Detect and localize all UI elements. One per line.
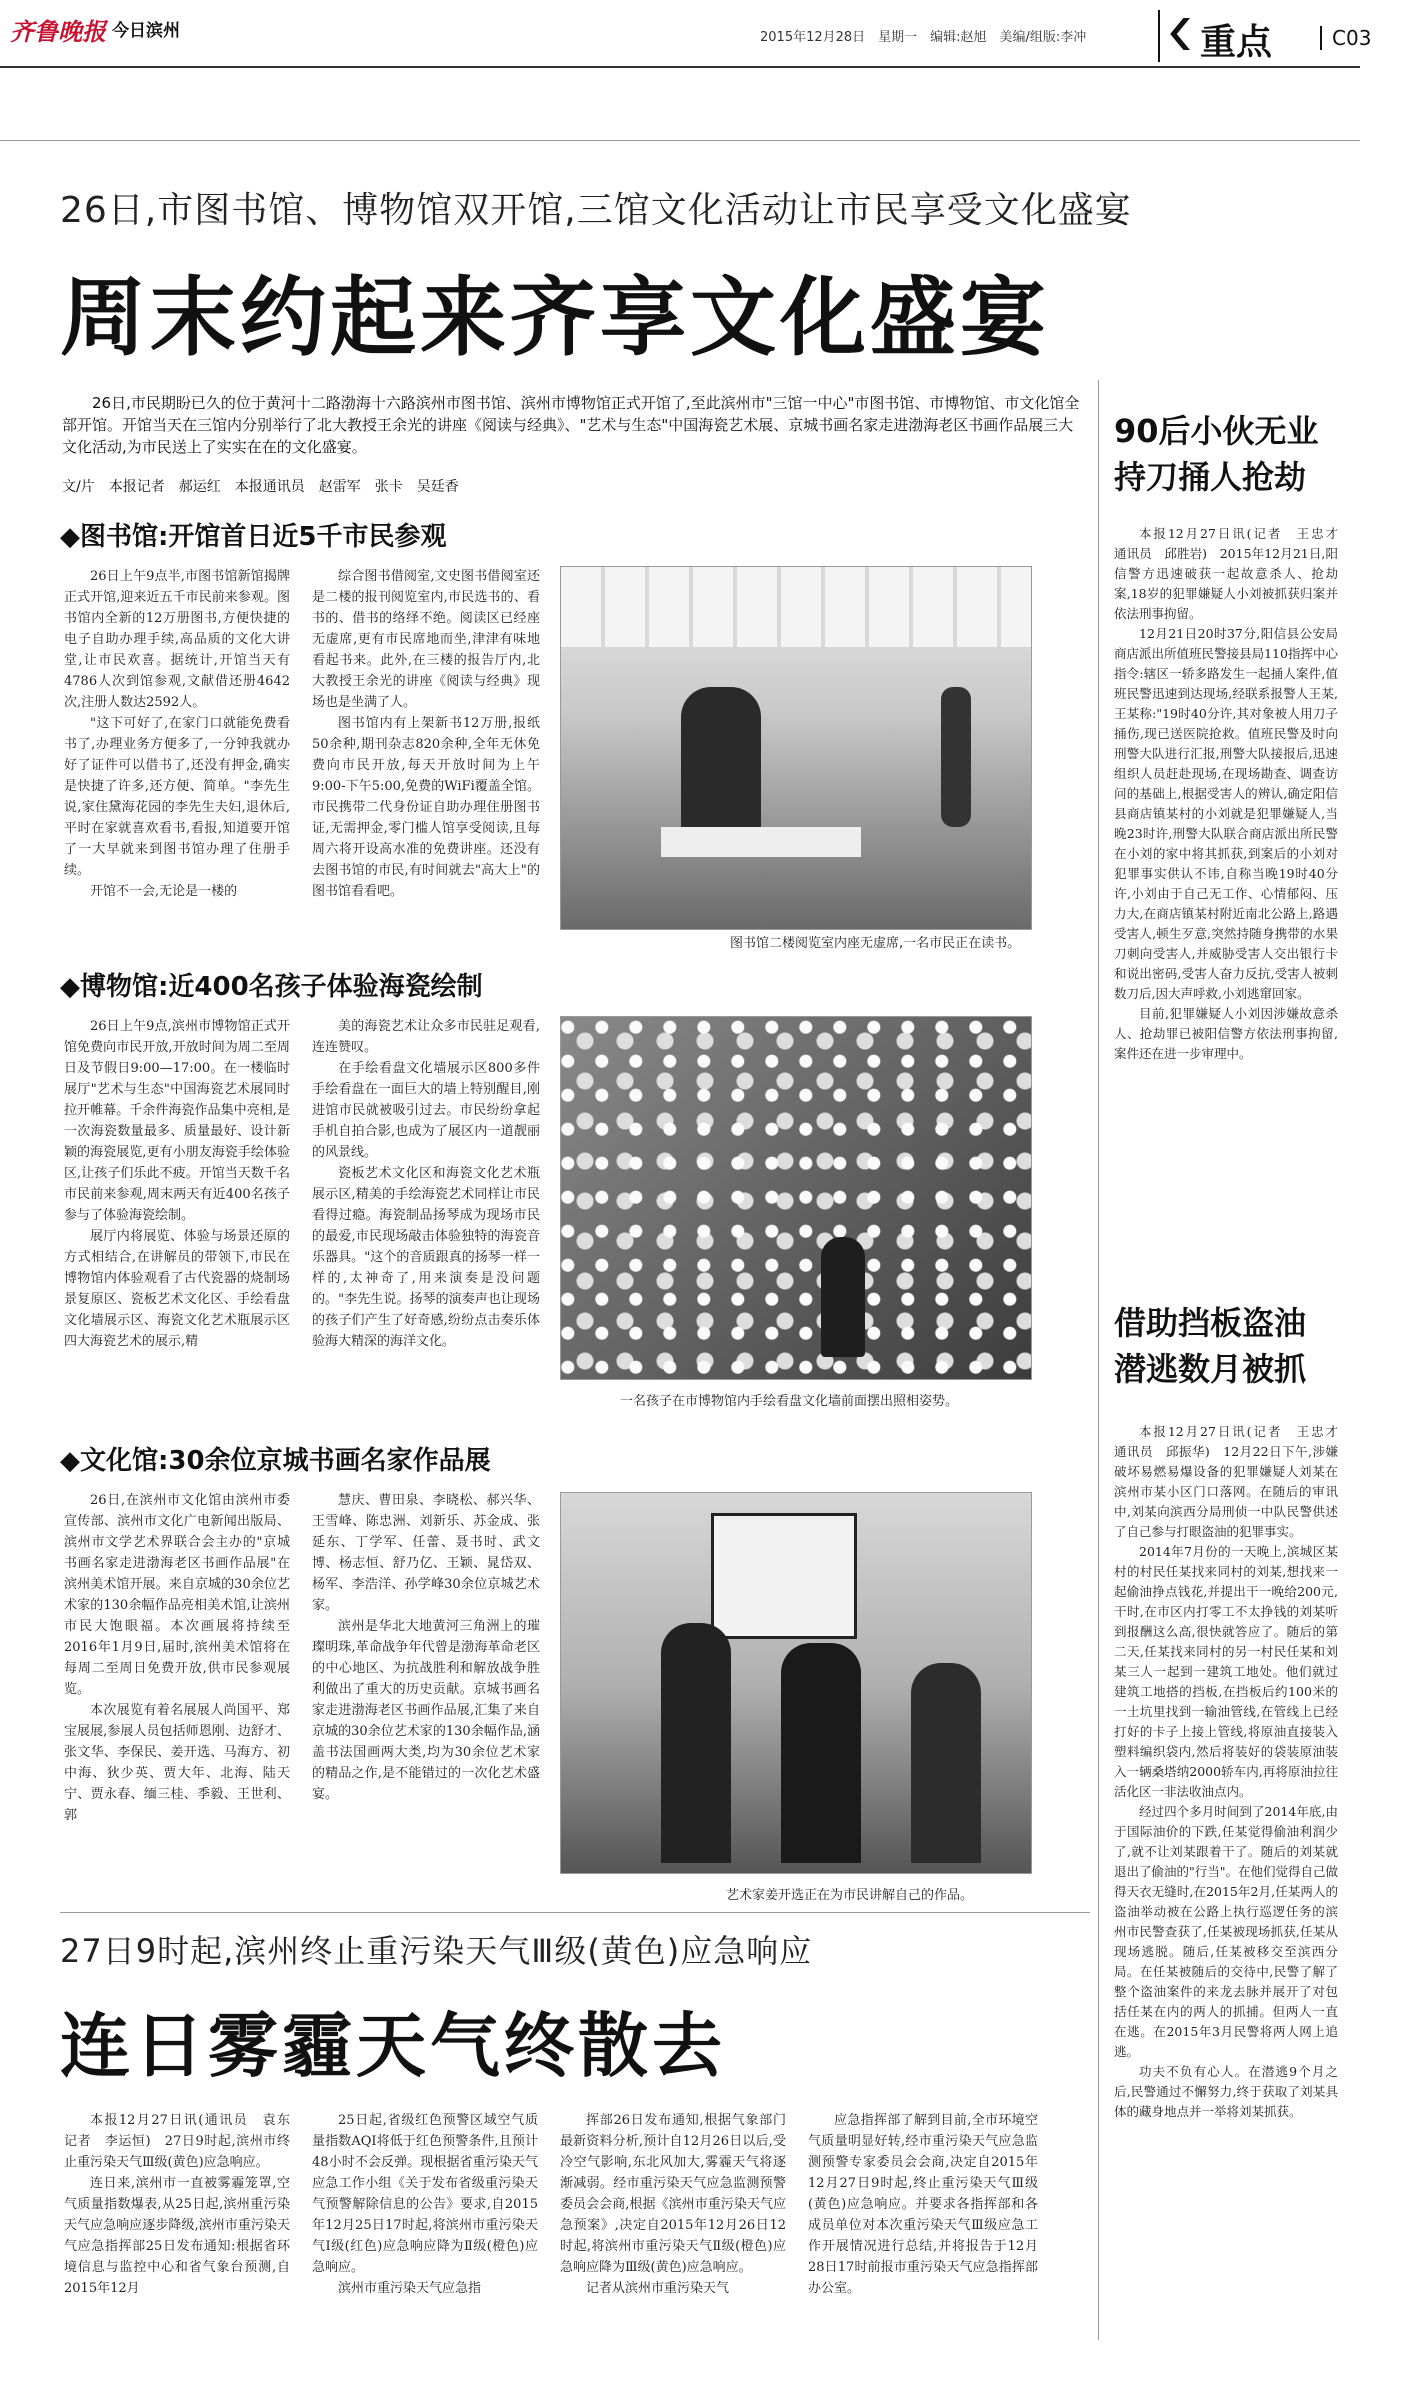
culture-col2: 慧庆、曹田泉、李晓松、郝兴华、王雪峰、陈忠洲、刘新乐、苏金成、张延东、丁学军、任蕾、聂书时、武文博、杨志恒、舒乃亿、王颖、晁岱双、杨军、李浩洋、孙学峰30余位京城艺术家。 滨州是华北大地黄河三角洲上的璀璨明珠,革命战争年代曾是渤海革命老区的中心地区、为抗战胜利和解放战争胜利做出了重大的历史贡献。京城书画名家走进渤海老区书画作品展,汇集了来自京城的30余位艺术家的130余幅作品,涵盖书法国画两大类,均为30余位艺术家的精品之作,是不能错过的一次化艺术盛宴。 [312, 1493, 540, 1802]
library-col2: 综合图书借阅室,文史图书借阅室还是二楼的报刊阅览室内,市民选书的、看书的、借书的络绎不绝。阅读区已经座无虚席,更有市民席地而坐,津津有味地看起书来。此外,在三楼的报告厅内,北大教授王余光的讲座《阅读与经典》现场也是坐满了人。 图书馆内有上架新书12万册,报纸50余种,期刊杂志820余种,全年无休免费向市民开放,每天开放时间为上午9:00-下午5:00,免费的WiFi覆盖全馆。市民携带二代身份证自助办理住册图书证,无需押金,零门槛人馆享受阅读,且每周六将开设高水准的免费讲座。还没有去图书馆的市民,有时间就去"高大上"的图书馆看看吧。 [312, 569, 540, 899]
museum-col2: 美的海瓷艺术让众多市民驻足观看,连连赞叹。 在手绘看盘文化墙展示区800多件手绘看盘在一面巨大的墙上特别醒目,刚进馆市民就被吸引过去。市民纷纷拿起手机自拍合影,也成为了展区内一道靓丽的风景线。 瓷板艺术文化区和海瓷文化艺术瓶展示区,精美的手绘海瓷艺术同样让市民看得过瘾。海瓷制品扬琴成为现场市民的最爱,市民现场敲击体验独特的海瓷音乐器具。"这个的音质跟真的扬琴一样一样的,太神奇了,用来演奏是没问题的。"李先生说。扬琴的演奏声也让现场的孩子们产生了好奇感,纷纷点击奏乐体验海大精深的海洋文化。 [312, 1019, 540, 1349]
culture-col1: 26日,在滨州市文化馆由滨州市委宣传部、滨州市文化广电新闻出版局、滨州市文学艺术界联合会主办的"京城书画名家走进渤海老区书画作品展"在滨州美术馆开展。来自京城的30余位艺术家的130余幅作品亮相美术馆,让滨州市民大饱眼福。本次画展将持续至2016年1月9日,届时,滨州美术馆将在每周二至周日免费开放,供市民参观展览。 本次展览有着名展展人尚国平、郑宝展展,参展人员包括师恩刚、边舒才、张文华、李保民、姜开选、马海方、初中海、狄少英、贾大年、北海、陆天宁、贾永春、缅三桂、季毅、王世利、郭 [64, 1493, 290, 1823]
museum-caption: 一名孩子在市博物馆内手绘看盘文化墙前面摆出照相姿势。 [620, 1394, 959, 1409]
library-col1: 26日上午9点半,市图书馆新馆揭牌正式开馆,迎来近五千市民前来参观。图书馆内全新的12万册图书,方便快捷的电子自助办理手续,高品质的文化大讲堂,让市民欢喜。据统计,开馆当天有4786人次到馆参观,文献借还册4642次,注册人数达2592人。 "这下可好了,在家门口就能免费看书了,办理业务方便多了,一分钟我就办好了证件可以借书了,还没有押金,确实是快捷了许多,还方便、简单。"李先生说,家住黛海花园的李先生夫妇,退休后,平时在家就喜欢看书,看报,知道要开馆了一大早就来到图书馆办理了住册手续。 开馆不一会,无论是一楼的 [64, 569, 290, 899]
main-headline: 周末约起来齐享文化盛宴 [60, 268, 1050, 368]
section-heading-library: ◆图书馆:开馆首日近5千市民参观 [60, 522, 447, 552]
culture-photo [560, 1492, 1032, 1874]
masthead-rule [0, 66, 1360, 68]
bottom-headline: 连日雾霾天气终散去 [60, 2005, 726, 2087]
main-byline: 文/片 本报记者 郝运红 本报通讯员 赵雷军 张卡 吴廷香 [62, 479, 459, 495]
museum-photo [560, 1016, 1032, 1380]
side-headline-2: 借助挡板盗油潜逃数月被抓 [1114, 1304, 1307, 1388]
bottom-col3: 挥部26日发布通知,根据气象部门最新资料分析,预计自12月26日以后,受冷空气影响,东北风加大,雾霾天气将逐渐减弱。经市重污染天气应急监测预警委员会会商,根据《滨州市重污染天气应急预案》,决定自2015年12月26日12时起,将滨州市重污染天气Ⅱ级(橙色)应急响应降为Ⅲ级(黄色)应急响应。 记者从滨州市重污染天气 [560, 2113, 786, 2296]
page-label-block [1158, 10, 1305, 62]
section-heading-museum: ◆博物馆:近400名孩子体验海瓷绘制 [60, 972, 483, 1002]
bottom-col1: 本报12月27日讯(通讯员 袁东 记者 李运恒) 27日9时起,滨州市终止重污染天气Ⅲ级(黄色)应急响应。 连日来,滨州市一直被雾霾笼罩,空气质量指数爆表,从25日起,滨州重污染天气应急响应逐步降级,滨州市重污染天气应急指挥部25日发布通知:根据省环境信息与监控中心和省气象台预测,自2015年12月 [64, 2113, 304, 2296]
masthead-rule-thin [0, 140, 1360, 141]
library-caption: 图书馆二楼阅览室内座无虚席,一名市民正在读书。 [730, 936, 1021, 951]
chevron-icon [1168, 18, 1190, 50]
paper-name: 齐鲁晚报 [10, 17, 106, 46]
column-divider [1098, 380, 1099, 2340]
main-deck: 26日,市图书馆、博物馆双开馆,三馆文化活动让市民享受文化盛宴 [60, 190, 1132, 231]
date-line: 2015年12月28日 星期一 编辑:赵旭 美编/组版:李冲 [760, 30, 1087, 45]
side-story-1-body: 本报12月27日讯(记者 王忠才 通讯员 邱胜岩) 2015年12月21日,阳信警方迅速破获一起故意杀人、抢劫案,18岁的犯罪嫌疑人小刘被抓获归案并依法刑事拘留。 12月21日20时37分,阳信县公安局商店派出所值班民警接县局110指挥中心指令:辖区一轿多路发生一起捅人案件,值班民警迅速到达现场,经联系报警人王某,王某称:"19时40分许,其对象被人用刀子捅伤,现已送医院抢救。值班民警及时向刑警大队进行汇报,刑警大队接报后,迅速组织人员赶赴现场,在现场勘查、调查访问的基础上,根据受害人的辨认,确定阳信县商店镇某村的小刘就是犯罪嫌疑人,当晚23时许,刑警大队联合商店派出所民警在小刘的家中将其抓获,到案后的小刘对犯罪事实供认不讳,自称当晚19时40分许,小刘由于自己无工作、心情郁闷、压力大,在商店镇某村附近南北公路上,路遇受害人,顿生歹意,突然持随身携带的水果刀刺向受害人,并威胁受害人交出银行卡和说出密码,受害人奋力反抗,受害人被刺数刀后,因大声呼救,小刘逃窜回家。 目前,犯罪嫌疑人小刘因涉嫌故意杀人、抢劫罪已被阳信警方依法刑事拘留,案件还在进一步审理中。 [1114, 526, 1351, 1061]
page-number: C03 [1320, 26, 1371, 50]
main-lead: 26日,市民期盼已久的位于黄河十二路渤海十六路滨州市图书馆、滨州市博物馆正式开馆了,至此滨州市"三馆一中心"市图书馆、市博物馆、市文化馆全部开馆。开馆当天在三馆内分别举行了北大教授王余光的讲座《阅读与经典》、"艺术与生态"中国海瓷艺术展、京城书画名家走进渤海老区书画作品展三大文化活动,为市民送上了实实在在的文化盛宴。 [62, 394, 1080, 456]
page-label: 重点 [1200, 22, 1273, 63]
bottom-col4: 应急指挥部了解到目前,全市环境空气质量明显好转,经市重污染天气应急监测预警专家委员会会商,决定自2015年12月27日9时起,终止重污染天气Ⅲ级(黄色)应急响应。并要求各指挥部和各成员单位对本次重污染天气Ⅲ级应急工作开展情况进行总结,并将报告于12月28日17时前报市重污染天气应急指挥部办公室。 [808, 2113, 1038, 2296]
culture-caption: 艺术家姜开选正在为市民讲解自己的作品。 [726, 1888, 974, 1903]
museum-col1: 26日上午9点,滨州市博物馆正式开馆免费向市民开放,开放时间为周二至周日及节假日9:00—17:00。在一楼临时展厅"艺术与生态"中国海瓷艺术展同时拉开帷幕。千余件海瓷作品集中亮相,是一次海瓷数量最多、质量最好、设计新颖的海瓷展览,更有小朋友海瓷手绘体验区,让孩子们乐此不疲。开馆当天数千名市民前来参观,周末两天有近400名孩子参与了体验海瓷绘制。 展厅内将展览、体验与场景还原的方式相结合,在讲解员的带领下,市民在博物馆内体验观看了古代瓷器的烧制场景复原区、瓷板艺术文化区、手绘看盘文化墙展示区、海瓷文化艺术瓶展示区四大海瓷艺术的展示,精 [64, 1019, 290, 1349]
section-name: 今日滨州 [112, 21, 180, 41]
bottom-deck: 27日9时起,滨州终止重污染天气Ⅲ级(黄色)应急响应 [60, 1932, 813, 1970]
section-heading-culture: ◆文化馆:30余位京城书画名家作品展 [60, 1446, 491, 1476]
bottom-rule [60, 1912, 1090, 1913]
bottom-col2: 25日起,省级红色预警区域空气质量指数AQI将低于红色预警条件,且预计48小时不会反弹。现根据省重污染天气应急工作小组《关于发布省级重污染天气预警解除信息的公告》要求,自2015年12月25日17时起,将滨州市重污染天气Ⅰ级(红色)应急响应降为Ⅱ级(橙色)应急响应。 滨州市重污染天气应急指 [312, 2113, 538, 2296]
side-story-2-body: 本报12月27日讯(记者 王忠才 通讯员 邱振华) 12月22日下午,涉嫌破坏易燃易爆设备的犯罪嫌疑人刘某在滨州市某小区门口落网。在随后的审讯中,刘某向滨西分局刑侦一中队民警供述了自己参与打眼盗油的犯罪事实。 2014年7月份的一天晚上,滨城区某村的村民任某找来同村的刘某,想找来一起偷油挣点钱花,并提出干一晚给200元,干时,在市区内打零工不太挣钱的刘某听到报酬这么高,很快就答应了。随后的第二天,任某找来同村的另一村民任某和刘某三人一起到一建筑工地处。他们就过建筑工地搭的挡板,在挡板后约100米的一土坑里找到一输油管线,在管线上已经打好的卡子上接上管线,将原油直接装入塑料编织袋内,然后将装好的袋装原油装入一辆桑塔纳2000轿车内,再将原油拉往活化区一非法收油点内。 经过四个多月时间到了2014年底,由于国际油价的下跌,任某觉得偷油利润少了,就不让刘某跟着干了。随后的刘某就退出了偷油的"行当"。在他们觉得自己做得天衣无缝时,在2015年2月,任某两人的盗油举动被在公路上执行巡逻任务的滨州市民警查获了,任某被现场抓获,任某从现场逃脱。随后,任某被移交至滨西分局。在任某被随后的交待中,民警了解了整个盗油案件的来龙去脉并展开了对包括任某在内的两人的抓捕。但两人一直在逃。在2015年3月民警将两人网上追逃。 功夫不负有心人。在潜逃9个月之后,民警通过不懈努力,终于获取了刘某具体的藏身地点并一举将刘某抓获。 [1114, 1424, 1351, 2119]
library-photo [560, 566, 1032, 930]
side-headline-1: 90后小伙无业持刀捅人抢劫 [1114, 412, 1319, 496]
